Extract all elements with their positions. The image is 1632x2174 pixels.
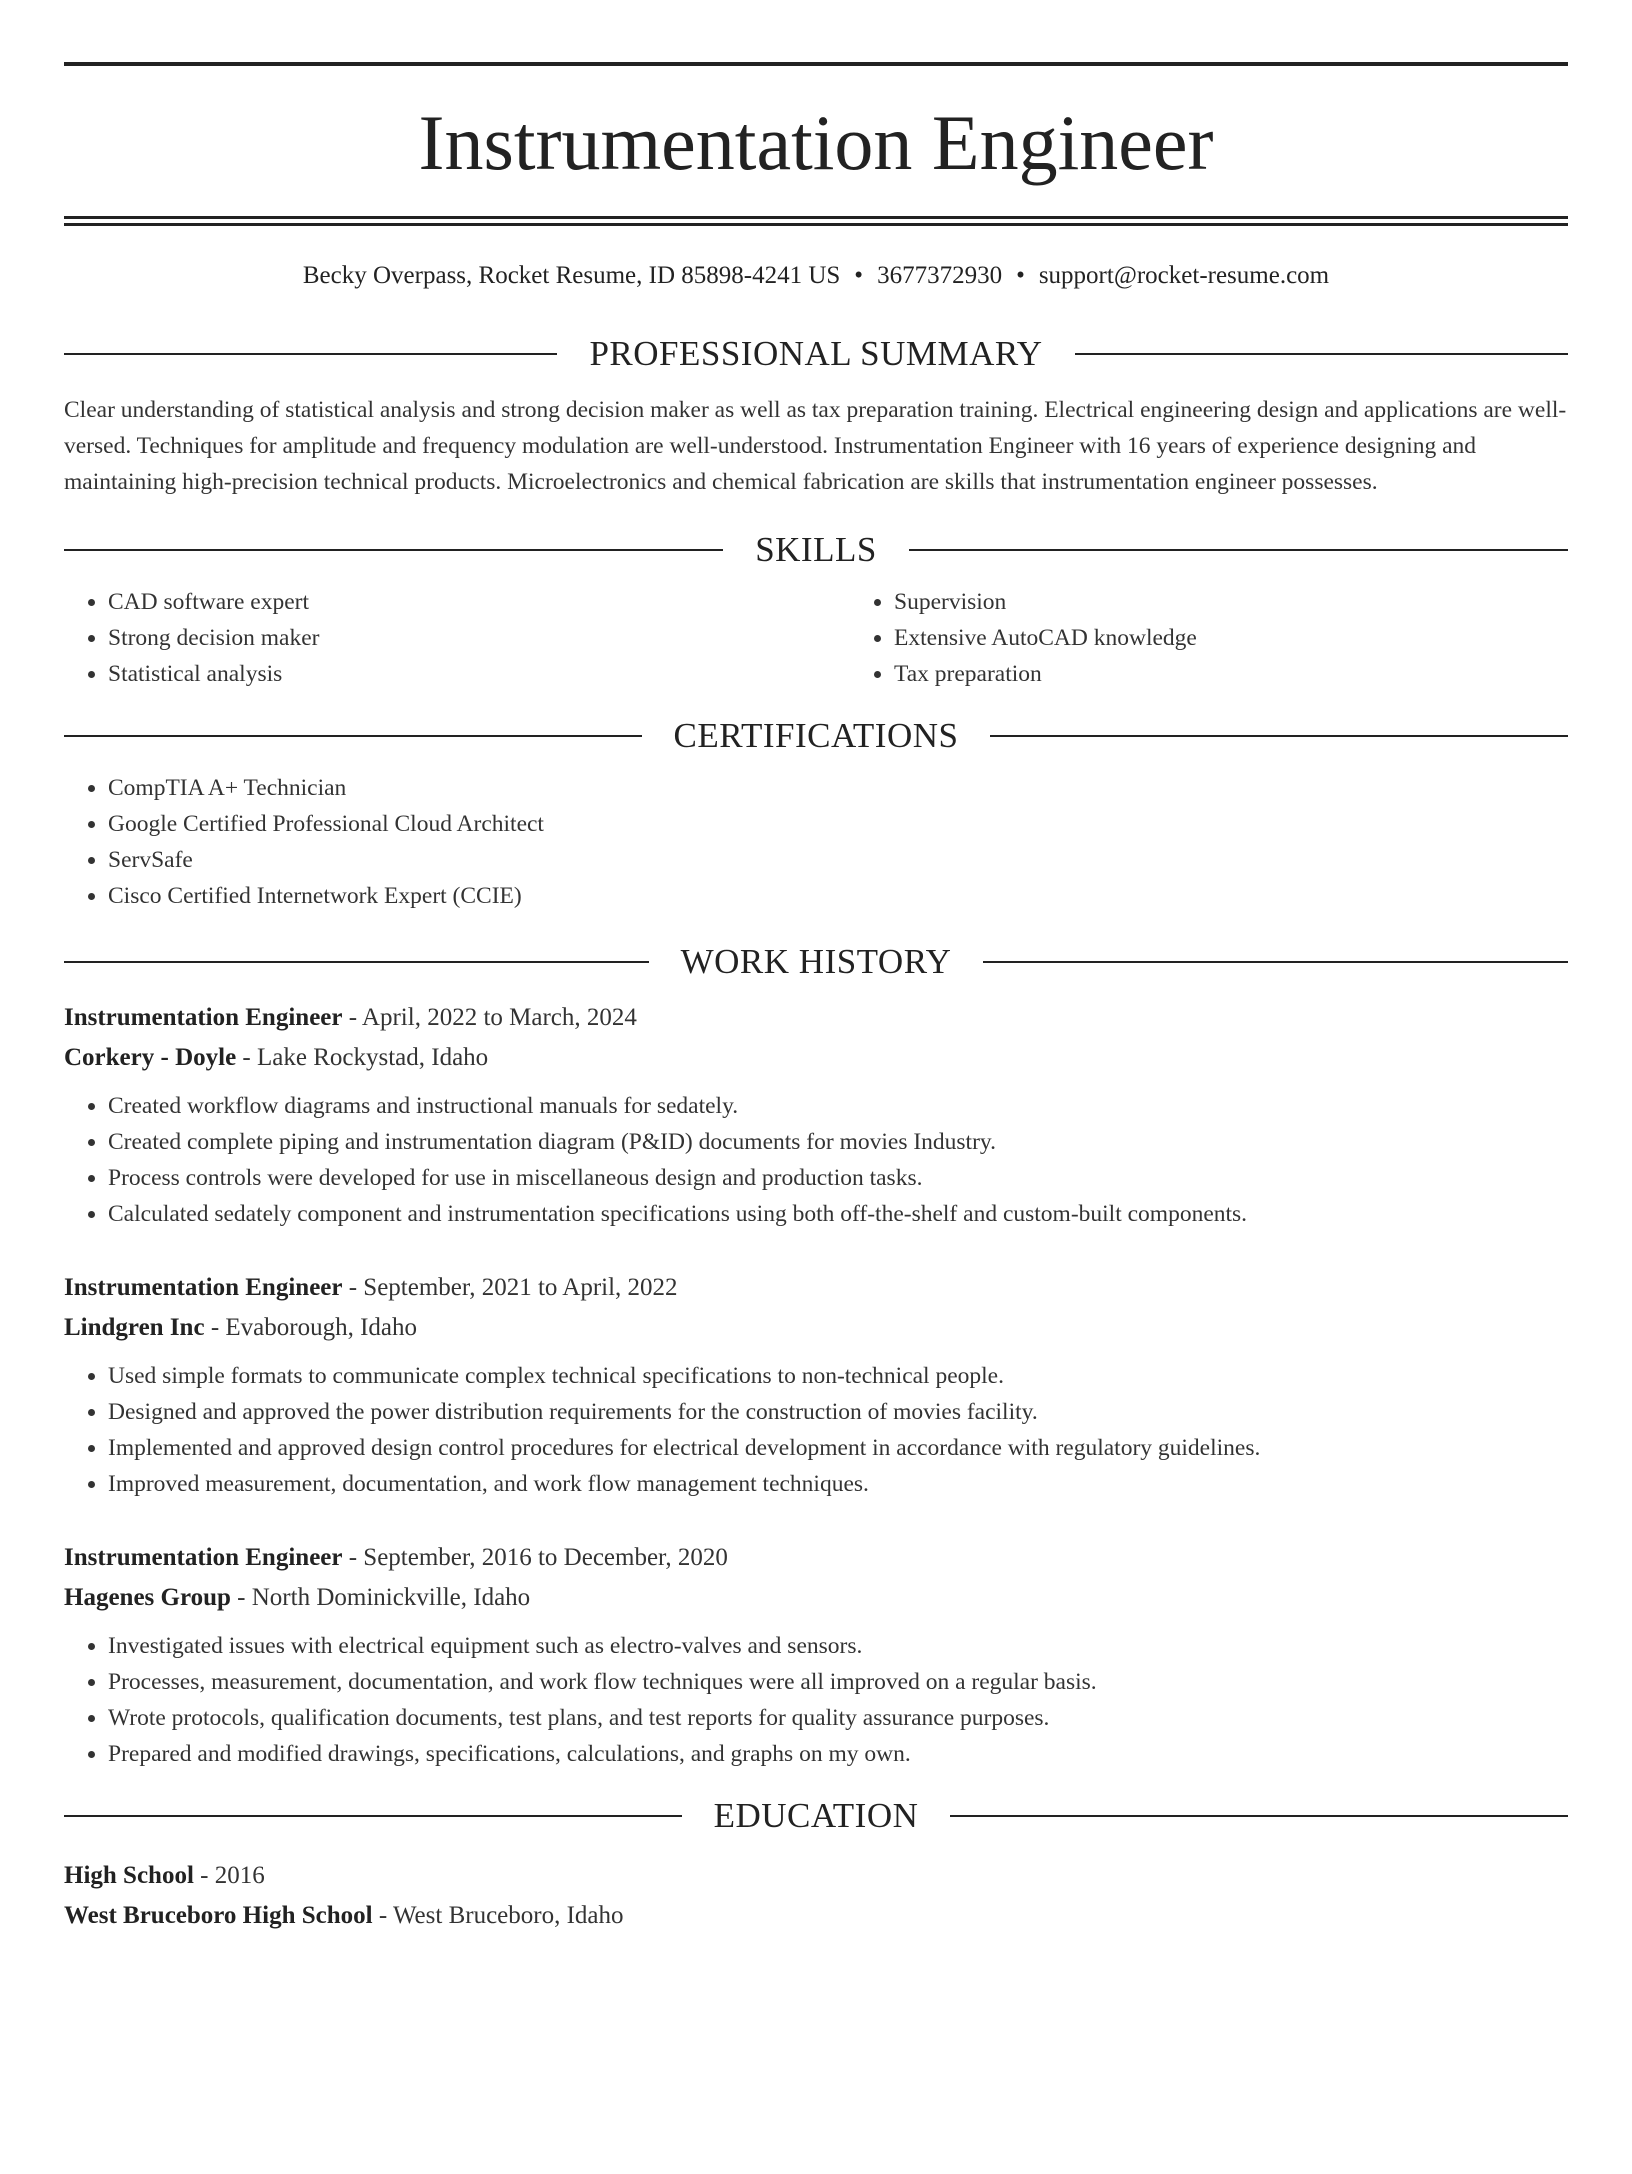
education-degree: High School [64,1862,194,1889]
job-bullet: • Processes, measurement, documentation, and work flow techniques were all improved on a regular basis. [108,1664,1568,1700]
certification-item: • ServSafe [108,842,1568,878]
job-dates: - September, 2016 to December, 2020 [342,1544,728,1571]
section-title-certifications: CERTIFICATIONS [673,716,959,755]
job-bullet: • Created workflow diagrams and instructional manuals for sedately. [108,1088,1568,1124]
contact-separator: • [854,262,864,289]
contact-line [64,262,1568,290]
job-bullet: • Prepared and modified drawings, specifications, calculations, and graphs on my own. [108,1736,1568,1772]
contact-email: support@rocket-resume.com [1038,262,1330,289]
skill-item: • Extensive AutoCAD knowledge [894,620,1568,656]
section-header-education [64,1796,1568,1836]
section-rule [983,961,1568,963]
section-title-summary: PROFESSIONAL SUMMARY [589,334,1043,373]
skill-item: • Statistical analysis [108,656,850,692]
job-company: Hagenes Group [64,1584,231,1611]
job-company: Corkery - Doyle [64,1044,237,1071]
contact-separator: • [1016,262,1025,289]
contact-address: Becky Overpass, Rocket Resume, ID 85898-4241 US [302,262,841,289]
skill-item: • Supervision [894,584,1568,620]
certification-item: • Google Certified Professional Cloud Architect [108,806,1568,842]
section-rule [64,961,649,963]
skill-item: • Tax preparation [894,656,1568,692]
job-company-line [64,1578,1568,1618]
resume-title: Instrumentation Engineer [418,99,1214,186]
job-bullet: • Designed and approved the power distribution requirements for the construction of movies facility. [108,1394,1568,1430]
job-title-line [64,998,1568,1038]
section-rule [909,549,1568,551]
job-title: Instrumentation Engineer [64,1004,343,1031]
section-rule [64,735,642,737]
job-entry [64,1538,1568,1772]
job-title-line [64,1268,1568,1308]
job-title-line [64,1538,1568,1578]
section-rule [64,1815,682,1817]
job-bullet: • Created complete piping and instrumentation diagram (P&ID) documents for movies Industry. [108,1124,1568,1160]
job-company-line [64,1038,1568,1078]
job-entry [64,998,1568,1232]
section-rule [1075,353,1568,355]
education-degree-line [64,1856,1568,1896]
job-title: Instrumentation Engineer [64,1544,343,1571]
skills-list-right [850,584,1568,692]
education-year: - 2016 [193,1862,265,1889]
summary-text: Clear understanding of statistical analysis and strong decision maker as well as tax preparation training. Electrical engineering design and applications are well-versed. Techniques for amplitude and frequency modulation are well-understood. Instrumentation Engineer with 16 years of experience designing and maintaining high-precision technical products. Microelectronics and chemical fabrication are skills that instrumentation engineer possesses. [64,397,1567,495]
education-location: - West Bruceboro, Idaho [372,1902,624,1929]
job-dates: - September, 2021 to April, 2022 [342,1274,678,1301]
job-bullet: • Implemented and approved design control procedures for electrical development in accordance with regulatory guidelines. [108,1430,1568,1466]
section-title-education: EDUCATION [713,1796,919,1835]
certification-item: • CompTIA A+ Technician [108,770,1568,806]
section-rule [64,549,723,551]
section-header-skills [64,530,1568,570]
job-location: - Evaborough, Idaho [204,1314,418,1341]
section-title-skills: SKILLS [755,530,877,569]
job-bullets [64,1358,1568,1502]
job-bullet: • Wrote protocols, qualification documents, test plans, and test reports for quality assurance purposes. [108,1700,1568,1736]
top-rule [64,62,1568,66]
job-company-line [64,1308,1568,1348]
section-rule [950,1815,1568,1817]
section-header-summary [64,334,1568,374]
job-entry [64,1268,1568,1502]
resume-page [0,62,1632,2174]
title-double-rule [64,216,1568,226]
job-title: Instrumentation Engineer [64,1274,343,1301]
job-location: - North Dominickville, Idaho [230,1584,531,1611]
job-dates: - April, 2022 to March, 2024 [342,1004,637,1031]
job-bullet: • Process controls were developed for use in miscellaneous design and production tasks. [108,1160,1568,1196]
skill-item: • Strong decision maker [108,620,850,656]
job-bullets [64,1628,1568,1772]
job-bullets [64,1088,1568,1232]
job-bullet: • Investigated issues with electrical equipment such as electro-valves and sensors. [108,1628,1568,1664]
section-header-certifications [64,716,1568,756]
certifications-list [64,770,1568,914]
job-bullet: • Used simple formats to communicate complex technical specifications to non-technical people. [108,1358,1568,1394]
section-title-work-history: WORK HISTORY [680,942,952,981]
section-rule [64,353,557,355]
job-location: - Lake Rockystad, Idaho [236,1044,489,1071]
education-school: West Bruceboro High School [64,1902,373,1929]
section-rule [990,735,1568,737]
education-school-line [64,1896,1568,1936]
certification-item: • Cisco Certified Internetwork Expert (CCIE) [108,878,1568,914]
section-header-work-history [64,942,1568,982]
skills-list-left [64,584,850,692]
education-entry [64,1856,1568,1936]
job-bullet: • Calculated sedately component and instrumentation specifications using both off-the-shelf and custom-built components. [108,1196,1568,1232]
skill-item: • CAD software expert [108,584,850,620]
skills-grid [64,570,1568,692]
job-company: Lindgren Inc [64,1314,205,1341]
contact-phone: 3677372930 [877,262,1003,289]
job-bullet: • Improved measurement, documentation, and work flow management techniques. [108,1466,1568,1502]
